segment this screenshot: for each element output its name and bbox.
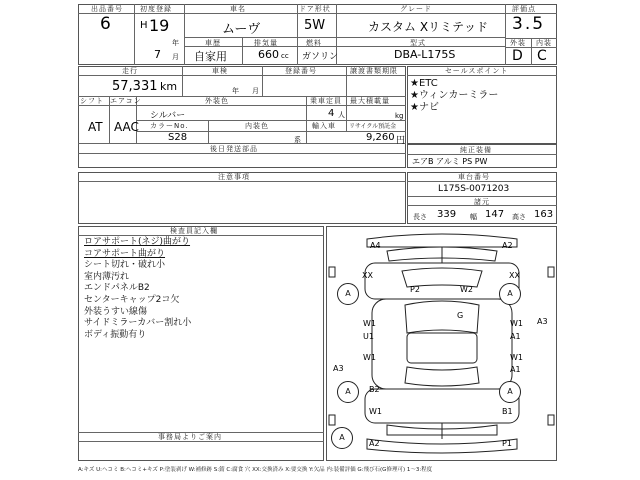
capacity-label: 乗車定員 <box>310 97 342 105</box>
door-type: 5W <box>304 18 326 33</box>
width-label: 幅 <box>470 213 477 221</box>
lot-number-label: 出品番号 <box>91 5 123 13</box>
legend-footer: A:キズ U:ヘコミ B:ヘコミ+キズ P:塗装剥げ W:補修跡 S:錆 C:腐食 穴 XX:交換済み X:要交換 Y:欠品 内:装備評価 G:飛び石(G修理可) 1〜3:程度 <box>78 467 433 473</box>
recycle-deadline-label: 譲渡書類期限 <box>350 67 398 75</box>
fuel: ガソリン <box>302 52 339 62</box>
max-load-label: 最大積載量 <box>350 97 390 105</box>
lot-number: 6 <box>100 14 111 34</box>
damage-mark: A3 <box>537 317 548 326</box>
score: 3.5 <box>512 14 546 34</box>
damage-mark: G <box>457 311 464 320</box>
int-color-unit: 系 <box>294 136 301 144</box>
ac-label: エアコン <box>110 97 142 105</box>
car-name-label: 車名 <box>230 5 246 13</box>
car-outline-svg <box>327 227 556 460</box>
month-unit: 月 <box>172 53 179 61</box>
first-reg-year: 19 <box>149 16 170 35</box>
inspection-note: 室内薄汚れ <box>84 271 130 282</box>
car-diagram <box>326 226 557 461</box>
inspection-month-unit: 月 <box>252 87 259 95</box>
ext-color: シルバー <box>150 111 186 121</box>
damage-mark: W2 <box>460 285 473 294</box>
inspection-note: サイドミラーカバー割れ小 <box>84 318 192 329</box>
damage-mark: A2 <box>502 241 513 250</box>
model-label: 型式 <box>410 39 426 47</box>
ext-color-label: 外装色 <box>205 97 229 105</box>
recycle-fee-label: リサイクル預託金 <box>349 123 397 130</box>
sales-point-list <box>410 78 498 114</box>
damage-mark: B1 <box>502 407 513 416</box>
damage-mark: W1 <box>363 319 376 328</box>
exterior-grade: D <box>512 48 523 64</box>
damage-mark: B2 <box>369 385 380 394</box>
sales-point-label: セールスポイント <box>445 67 509 75</box>
car-name: ムーヴ <box>222 22 261 37</box>
interior-grade: C <box>537 48 547 64</box>
year-unit: 年 <box>172 39 179 47</box>
chassis-label: 車台番号 <box>458 173 490 181</box>
width: 147 <box>485 209 505 220</box>
displacement-unit: cc <box>281 52 289 60</box>
height-label: 高さ <box>512 213 526 221</box>
mileage-label: 走行 <box>122 67 138 75</box>
exterior-grade-label: 外装 <box>510 39 526 47</box>
inspection-note: 外装うすい線傷 <box>84 306 148 317</box>
damage-mark: U1 <box>363 332 374 341</box>
equipment-label: 純正装備 <box>460 146 492 154</box>
inspection-note: エンドパネルB2 <box>84 283 150 294</box>
damage-mark: A4 <box>370 241 381 250</box>
first-reg-label: 初度登録 <box>140 5 172 13</box>
damage-mark: P1 <box>502 439 512 448</box>
damage-mark: W1 <box>369 407 382 416</box>
tire-rear-left <box>337 381 359 403</box>
inspection-note: センターキャップ2コ欠 <box>84 294 180 305</box>
dims-label: 諸元 <box>474 198 490 206</box>
reg-no-label: 登録番号 <box>285 67 317 75</box>
capacity-unit: 人 <box>338 111 345 119</box>
mark: A <box>507 289 513 298</box>
sales-point-item: ★ナビ <box>410 102 439 113</box>
inspection-year-unit: 年 <box>232 87 239 95</box>
usage-label: 車歴 <box>205 39 221 47</box>
damage-mark: XX <box>509 271 520 280</box>
int-color-label: 内装色 <box>245 122 269 130</box>
shift: AT <box>88 120 103 134</box>
remarks-label: 注意事項 <box>218 173 250 181</box>
import-label: 輸入車 <box>312 122 336 130</box>
mark: A <box>507 387 513 396</box>
usage: 自家用 <box>194 50 227 63</box>
damage-mark: A1 <box>510 332 521 341</box>
later-parts-label: 後日発送部品 <box>210 145 258 153</box>
capacity: 4 <box>328 108 335 119</box>
first-reg-era: H <box>140 20 148 31</box>
recycle-fee: 9,260 <box>366 132 395 143</box>
length-label: 長さ <box>413 213 427 221</box>
mark: A <box>345 289 351 298</box>
damage-mark: A2 <box>369 439 380 448</box>
inspection-note: ロアサポート(ネジ)曲がり <box>84 237 191 247</box>
damage-mark: W1 <box>363 353 376 362</box>
fuel-label: 燃料 <box>306 39 322 47</box>
shift-label: シフト <box>80 97 104 105</box>
ac: AAC <box>114 120 139 134</box>
model: DBA-L175S <box>394 48 456 61</box>
mark: A <box>339 433 345 442</box>
recycle-fee-unit: 円 <box>396 136 406 146</box>
displacement: 660 <box>258 48 279 61</box>
damage-mark: W1 <box>510 353 523 362</box>
displacement-label: 排気量 <box>254 39 278 47</box>
interior-grade-label: 内装 <box>536 39 552 47</box>
damage-mark: XX <box>362 271 373 280</box>
damage-mark: W1 <box>510 319 523 328</box>
mileage: 57,331 <box>112 79 158 94</box>
door-label: ドア形状 <box>299 5 331 13</box>
damage-mark: A1 <box>510 365 521 374</box>
max-load-unit: kg <box>395 112 404 120</box>
office-label: 事務局よりご案内 <box>158 433 222 441</box>
height: 163 <box>534 209 554 220</box>
chassis-number: L175S-0071203 <box>438 184 510 194</box>
tire-rear-right <box>499 381 521 403</box>
sales-point-item: ★ETC <box>410 78 438 89</box>
inspection-label: 車検 <box>212 67 228 75</box>
inspection-title: 検査員記入欄 <box>170 227 218 235</box>
color-no: S28 <box>168 132 188 143</box>
tire-front-right <box>499 283 521 305</box>
equipment: エアB アルミ PS PW <box>412 157 488 166</box>
color-no-label: カラーNo. <box>150 122 189 130</box>
score-label: 評価点 <box>512 5 536 13</box>
first-reg-month: 7 <box>154 48 161 61</box>
length: 339 <box>437 209 457 220</box>
inspection-note: コアサポート曲がり <box>84 248 166 259</box>
damage-mark: A3 <box>333 364 344 373</box>
inspection-note: シート切れ・破れ小 <box>84 260 166 271</box>
mark: A <box>345 387 351 396</box>
tire-front-left <box>337 283 359 305</box>
mileage-unit: km <box>160 80 178 93</box>
inspection-note: ボディ振動有り <box>84 329 147 340</box>
damage-mark: P2 <box>410 285 420 294</box>
grade: カスタム Xリミテッド <box>368 20 489 34</box>
spare-tire <box>331 427 353 449</box>
inspection-notes <box>84 237 191 341</box>
grade-label: グレード <box>400 5 432 13</box>
sales-point-item: ★ウィンカーミラー <box>410 90 499 101</box>
